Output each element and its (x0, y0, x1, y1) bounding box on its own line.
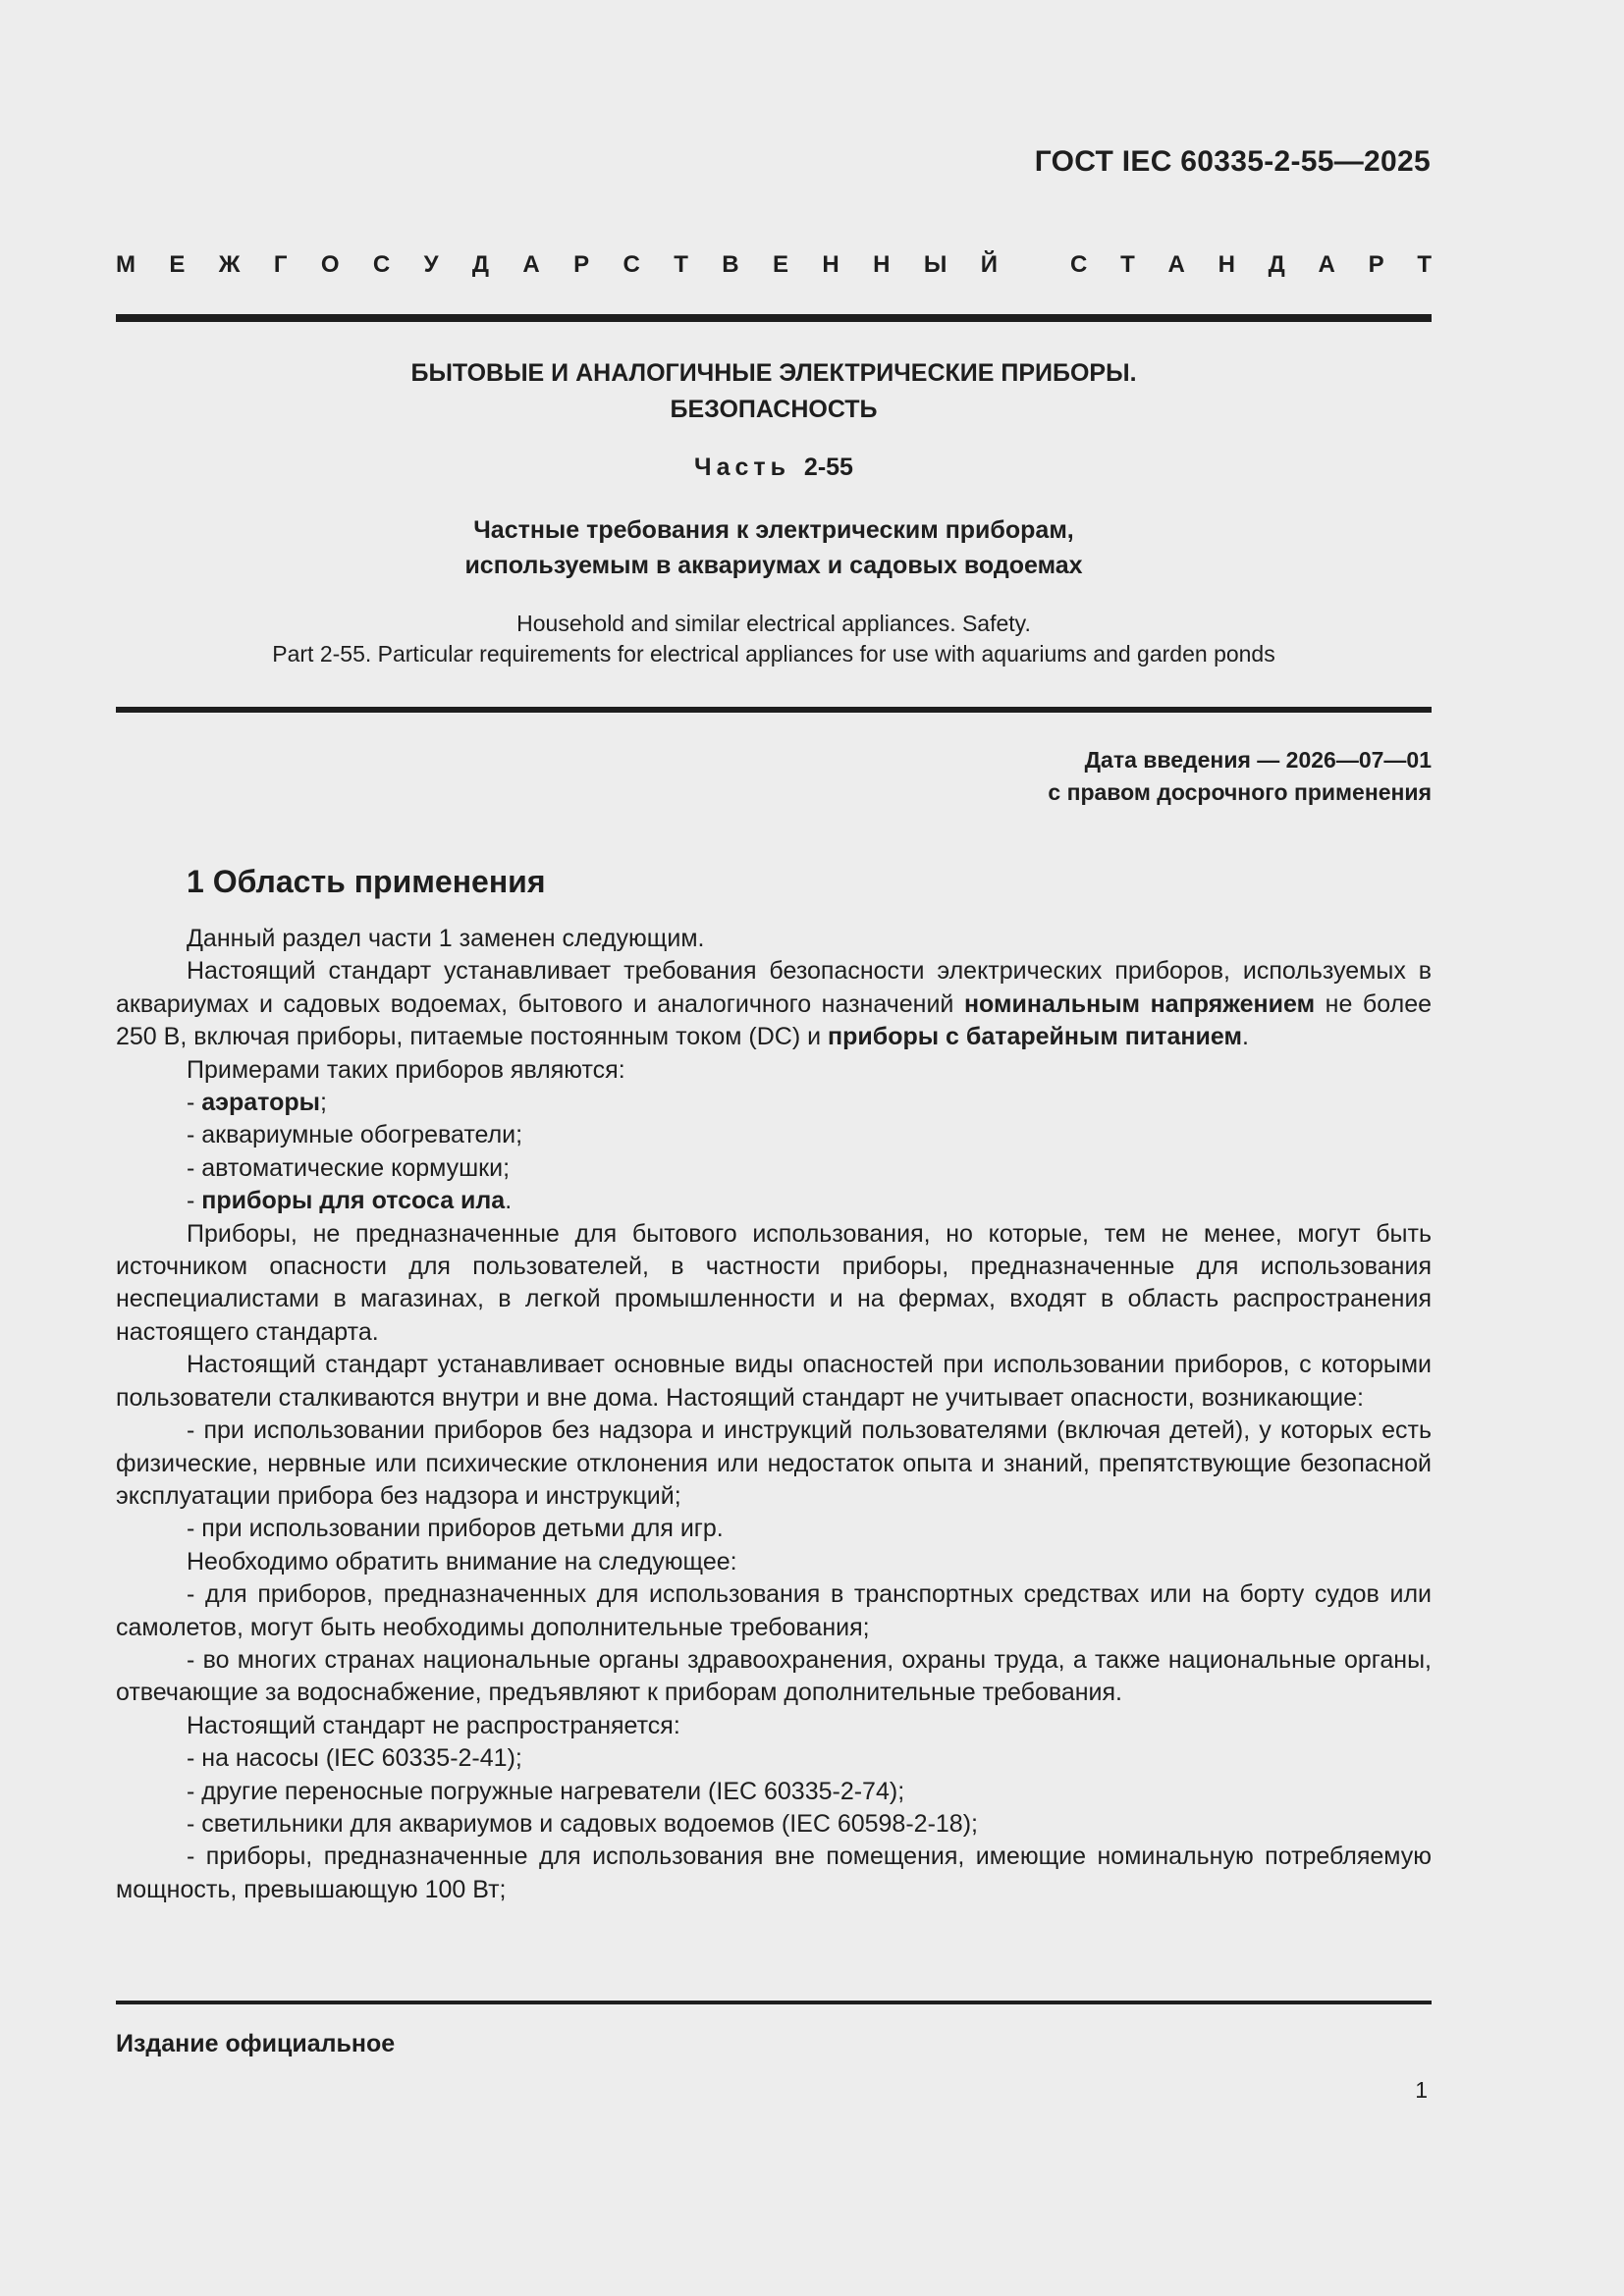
banner-word-standard (1070, 251, 1432, 279)
section-body (116, 923, 1432, 1906)
list-item: - при использовании приборов без надзора и инструкций пользователями (включая детей), у которых есть физические, нервные или психические отклонения или недостаток опыта и знаний, препятствующие безопасной эксплуатации прибора без надзора и инструкций; (116, 1416, 1432, 1510)
banner-letter: А (1167, 251, 1185, 278)
part-word: Часть (694, 454, 791, 481)
banner-word-interstate (116, 251, 998, 279)
banner-letter: Е (772, 251, 788, 278)
list-item: - светильники для аквариумов и садовых водоемов (IEC 60598-2-18); (187, 1809, 978, 1838)
banner-letter: Т (674, 251, 688, 278)
list-item: - аэраторы; (187, 1089, 327, 1117)
english-title-line-1: Household and similar electrical appliances. Safety. (516, 611, 1031, 636)
banner-letter: А (522, 251, 540, 278)
banner-letter: Т (1120, 251, 1135, 278)
banner-letter: Е (169, 251, 186, 278)
list-item: - аквариумные обогреватели; (187, 1121, 523, 1149)
official-edition-label: Издание официальное (116, 2030, 396, 2057)
title-line-2: БЕЗОПАСНОСТЬ (670, 396, 878, 423)
banner-letter: М (116, 251, 135, 278)
document-code: ГОСТ IEC 60335-2-55—2025 (1034, 145, 1431, 178)
banner-letter: С (623, 251, 640, 278)
english-title-line-2: Part 2-55. Particular requirements for electrical appliances for use with aquariums and garden ponds (272, 641, 1275, 667)
paragraph: Данный раздел части 1 заменен следующим. (187, 925, 705, 952)
paragraph: Настоящий стандарт устанавливает основные виды опасностей при использовании приборов, с которыми пользователи сталкиваются внутри и вне дома. Настоящий стандарт не учитывает опасности, возникающие: (116, 1351, 1432, 1412)
list-item: - приборы для отсоса ила. (187, 1187, 513, 1215)
banner-letter: Д (471, 251, 490, 278)
banner-letter: Р (1368, 251, 1384, 278)
banner-letter: Н (1218, 251, 1235, 278)
paragraph: Необходимо обратить внимание на следующее: (187, 1547, 737, 1575)
document-title (116, 355, 1432, 428)
section-heading: 1 Область применения (187, 864, 546, 899)
title-line-1: БЫТОВЫЕ И АНАЛОГИЧНЫЕ ЭЛЕКТРИЧЕСКИЕ ПРИБОРЫ. (410, 359, 1137, 387)
part-number: 2-55 (803, 454, 853, 481)
list-item: - во многих странах национальные органы здравоохранения, охраны труда, а также национальные органы, отвечающие за водоснабжение, предъявляют к приборам дополнительные требования. (116, 1645, 1432, 1707)
banner-letter: Й (980, 251, 998, 278)
banner-letter: Г (273, 251, 288, 278)
banner-letter: О (320, 251, 340, 278)
part-label (116, 453, 1432, 482)
banner-letter: Ы (923, 251, 947, 278)
banner-letter: Д (1268, 251, 1285, 278)
list-item: - приборы, предназначенные для использования вне помещения, имеющие номинальную потребляемую мощность, превышающую 100 Вт; (116, 1842, 1432, 1903)
list-item: - при использовании приборов детьми для игр. (187, 1515, 724, 1543)
paragraph: Приборы, не предназначенные для бытового использования, но которые, тем не менее, могут быть источником опасности для пользователей, в частности приборы, предназначенные для использования неспециалистами в магазинах, в легкой промышленности и на фермах, входят в область распространения настоящего стандарта. (116, 1219, 1432, 1346)
page-number: 1 (1415, 2077, 1428, 2103)
banner-letter: Н (822, 251, 839, 278)
subtitle-line-1: Частные требования к электрическим приборам, (473, 516, 1074, 544)
list-item: - другие переносные погружные нагреватели (IEC 60335-2-74); (187, 1777, 905, 1805)
banner-letter: Р (573, 251, 590, 278)
paragraph: Настоящий стандарт устанавливает требования безопасности электрических приборов, используемых в аквариумах и садовых водоемах, бытового и аналогичного назначений номинальным напряжением не более 250 В, включая приборы, питаемые постоянным током (DC) и приборы с батарейным питанием. (116, 957, 1433, 1051)
paragraph: Примерами таких приборов являются: (187, 1055, 625, 1084)
early-application-note: с правом досрочного применения (1048, 779, 1432, 805)
list-item: - на насосы (IEC 60335-2-41); (187, 1744, 522, 1773)
introduction-date: Дата введения — 2026—07—01 (1084, 747, 1432, 773)
interstate-standard-banner (116, 251, 1432, 279)
banner-letter: Ж (218, 251, 241, 278)
top-divider (116, 314, 1432, 322)
banner-letter: У (423, 251, 439, 278)
paragraph: Настоящий стандарт не распространяется: (187, 1711, 680, 1739)
list-item: - для приборов, предназначенных для использования в транспортных средствах или на борту судов или самолетов, могут быть необходимы дополнительные требования; (116, 1580, 1432, 1641)
english-title (116, 609, 1432, 669)
banner-letter: С (372, 251, 391, 278)
banner-letter: В (722, 251, 739, 278)
middle-divider (116, 707, 1432, 713)
subtitle-line-2: используемым в аквариумах и садовых водоемах (464, 552, 1083, 579)
banner-letter: С (1070, 251, 1088, 278)
bottom-divider (116, 2001, 1432, 2004)
banner-letter: Н (873, 251, 891, 278)
banner-letter: Т (1417, 251, 1432, 278)
list-item: - автоматические кормушки; (187, 1153, 511, 1182)
banner-letter: А (1318, 251, 1335, 278)
introduction-date-block (1048, 744, 1432, 809)
document-subtitle (116, 512, 1432, 583)
